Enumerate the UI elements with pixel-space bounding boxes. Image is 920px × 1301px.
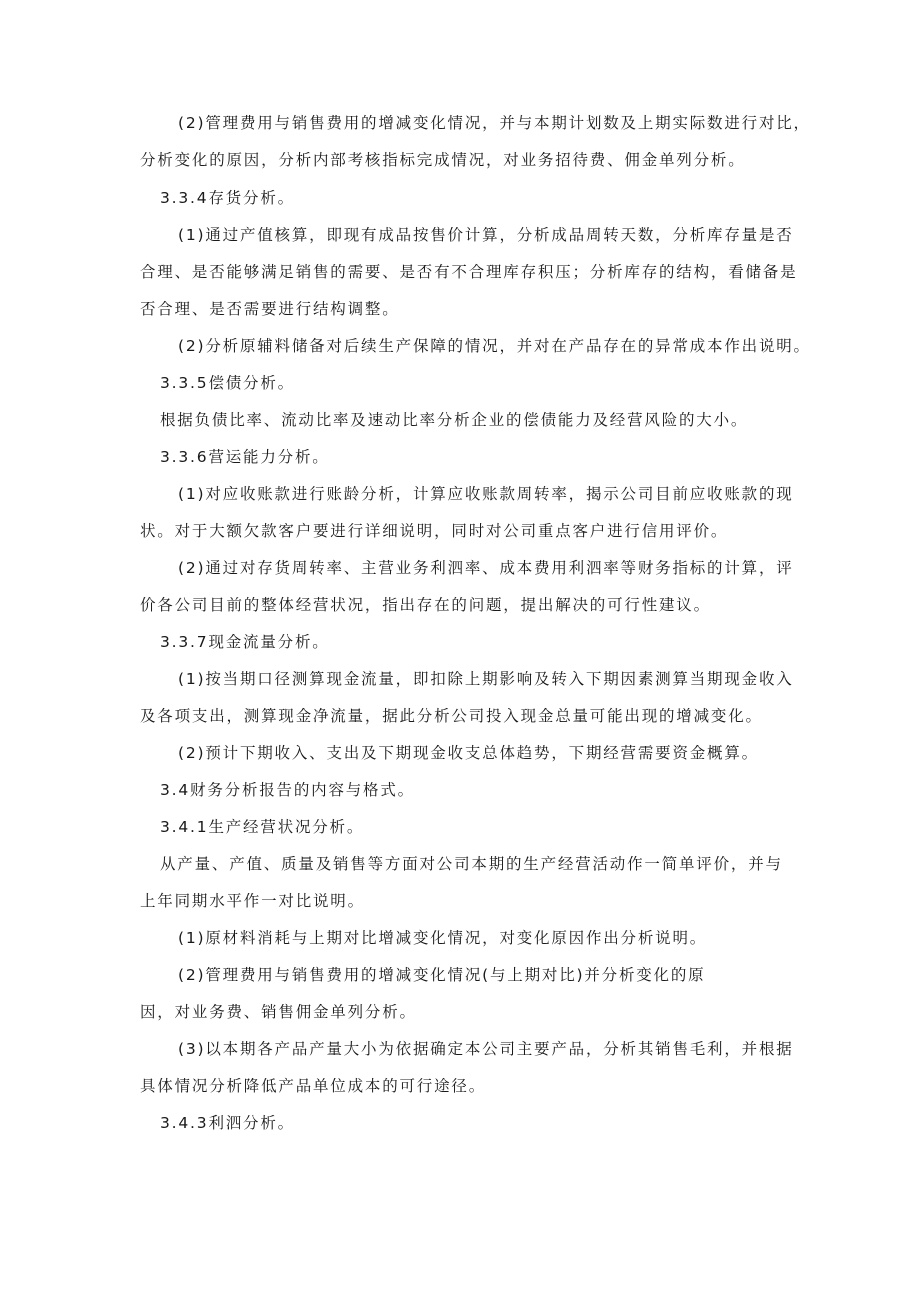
text-line: 及各项支出，测算现金净流量，据此分析公司投入现金总量可能出现的增减变化。: [140, 707, 763, 725]
section-heading: 3.3.6营运能力分析。: [160, 448, 330, 466]
text-line: (2)分析原辅料储备对后续生产保障的情况，并对在产品存在的异常成本作出说明。: [178, 337, 811, 355]
text-line: (2)管理费用与销售费用的增减变化情况(与上期对比)并分析变化的原: [178, 966, 706, 984]
section-heading: 3.3.5偿债分析。: [160, 374, 295, 392]
text-line: 从产量、产值、质量及销售等方面对公司本期的生产经营活动作一简单评价，并与: [160, 855, 783, 873]
text-line: 分析变化的原因，分析内部考核指标完成情况，对业务招待费、佣金单列分析。: [140, 151, 746, 169]
section-heading: 3.3.4存货分析。: [160, 189, 295, 207]
text-line: 根据负债比率、流动比率及速动比率分析企业的偿债能力及经营风险的大小。: [160, 411, 749, 429]
text-line: (3)以本期各产品产量大小为依据确定本公司主要产品，分析其销售毛利，并根据: [178, 1040, 794, 1058]
text-line: 上年同期水平作一对比说明。: [140, 892, 365, 910]
text-line: (2)通过对存货周转率、主营业务利泗率、成本费用利泗率等财务指标的计算，评: [178, 559, 794, 577]
text-line: 合理、是否能够满足销售的需要、是否有不合理库存积压；分析库存的结构，看储备是: [140, 263, 798, 281]
text-line: (1)原材料消耗与上期对比增减变化情况，对变化原因作出分析说明。: [178, 929, 708, 947]
text-line: 状。对于大额欠款客户要进行详细说明，同时对公司重点客户进行信用评价。: [140, 522, 729, 540]
text-line: (1)通过产值核算，即现有成品按售价计算，分析成品周转天数，分析库存量是否: [178, 226, 794, 244]
text-line: 具体情况分析降低产品单位成本的可行途径。: [140, 1077, 487, 1095]
text-line: 因，对业务费、销售佣金单列分析。: [140, 1003, 417, 1021]
text-line: (1)按当期口径测算现金流量，即扣除上期影响及转入下期因素测算当期现金收入: [178, 670, 794, 688]
text-line: (1)对应收账款进行账龄分析，计算应收账款周转率，揭示公司目前应收账款的现: [178, 485, 794, 503]
section-heading: 3.4.3利泗分析。: [160, 1114, 295, 1132]
text-line: (2)预计下期收入、支出及下期现金收支总体趋势，下期经营需要资金概算。: [178, 744, 759, 762]
section-heading: 3.4财务分析报告的内容与格式。: [160, 781, 415, 799]
text-line: (2)管理费用与销售费用的增减变化情况，并与本期计划数及上期实际数进行对比，: [178, 114, 811, 132]
section-heading: 3.3.7现金流量分析。: [160, 633, 330, 651]
text-line: 价各公司目前的整体经营状况，指出存在的问题，提出解决的可行性建议。: [140, 596, 711, 614]
section-heading: 3.4.1生产经营状况分析。: [160, 818, 365, 836]
text-line: 否合理、是否需要进行结构调整。: [140, 300, 400, 318]
